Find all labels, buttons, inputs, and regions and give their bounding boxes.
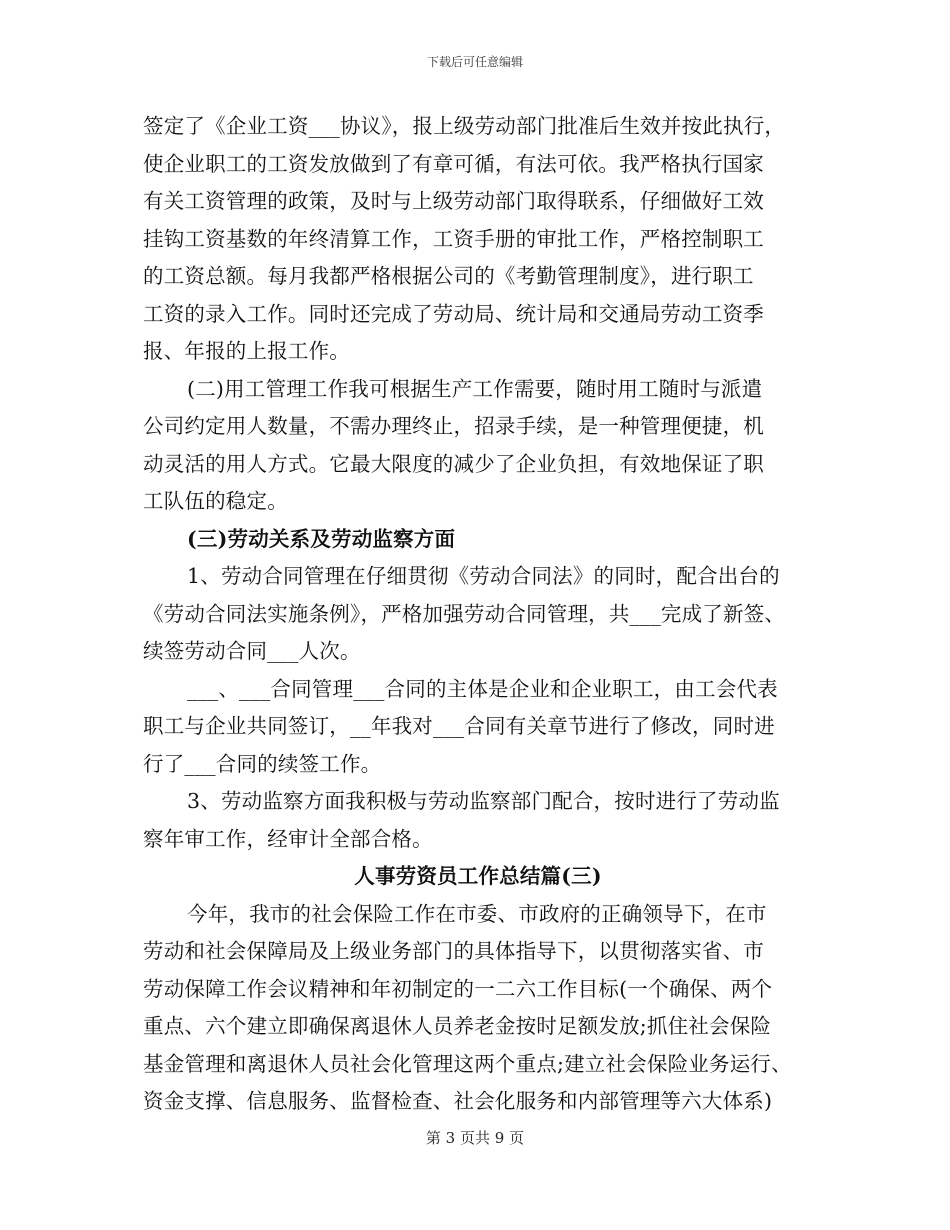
text-line: (二)用工管理工作我可根据生产工作需要，随时用工随时与派遣 — [187, 376, 763, 401]
text-line: 3、劳动监察方面我积极与劳动监察部门配合，按时进行了劳动监 — [187, 789, 780, 813]
subsection-heading: (三)劳动关系及劳动监察方面 — [187, 526, 456, 551]
text-line: 动灵活的用人方式。它最大限度的减少了企业负担，有效地保证了职 — [143, 451, 764, 476]
text-line: 资金支撑、信息服务、监督检查、社会化服务和内部管理等六大体系) — [143, 1089, 773, 1113]
text-line: 基金管理和离退休人员社会化管理这两个重点;建立社会保险业务运行、 — [143, 1051, 792, 1076]
text-line: 续签劳动合同___人次。 — [143, 639, 361, 663]
text-line: 重点、六个建立即确保离退休人员养老金按时足额发放;抓住社会保险 — [143, 1014, 772, 1038]
text-line: 的工资总额。每月我都严格根据公司的《考勤管理制度》，进行职工 — [143, 264, 754, 288]
text-line: ___、___合同管理___合同的主体是企业和企业职工，由工会代表 — [187, 676, 778, 701]
text-line: 有关工资管理的政策，及时与上级劳动部门取得联系，仔细做好工效 — [143, 189, 764, 213]
document-body — [143, 108, 813, 1121]
text-line: 今年，我市的社会保险工作在市委、市政府的正确领导下，在市 — [187, 901, 767, 926]
text-line: 签定了《企业工资___协议》，报上级劳动部门批准后生效并按此执行， — [143, 114, 786, 138]
text-line: 劳动和社会保障局及上级业务部门的具体指导下，以贯彻落实省、市 — [143, 939, 764, 963]
text-line: 《劳动合同法实施条例》，严格加强劳动合同管理，共___完成了新签、 — [143, 601, 786, 626]
text-line: 劳动保障工作会议精神和年初制定的一二六工作目标(一个确保、两个 — [143, 976, 773, 1001]
text-line: 公司约定用人数量，不需办理终止，招录手续，是一种管理便捷，机 — [143, 414, 764, 438]
text-line: 工资的录入工作。同时还完成了劳动局、统计局和交通局劳动工资季 — [143, 301, 764, 326]
page-footer: 第 3 页共 9 页 — [425, 1129, 525, 1147]
text-line: 察年审工作，经审计全部合格。 — [143, 826, 433, 851]
text-line: 使企业职工的工资发放做到了有章可循，有法可依。我严格执行国家 — [143, 151, 764, 176]
text-line: 1、劳动合同管理在仔细贯彻《劳动合同法》的同时，配合出台的 — [187, 564, 780, 588]
text-line: 职工与企业共同签订，__年我对___合同有关章节进行了修改，同时进 — [143, 714, 775, 738]
section-heading: 人事劳资员工作总结篇(三) — [354, 864, 602, 888]
text-line: 挂钩工资基数的年终清算工作，工资手册的审批工作，严格控制职工 — [143, 226, 764, 251]
text-line: 报、年报的上报工作。 — [143, 339, 350, 363]
text-line: 行了___合同的续签工作。 — [143, 751, 382, 776]
text-line: 工队伍的稳定。 — [143, 489, 288, 513]
page-header: 下载后可任意编辑 — [426, 55, 523, 69]
